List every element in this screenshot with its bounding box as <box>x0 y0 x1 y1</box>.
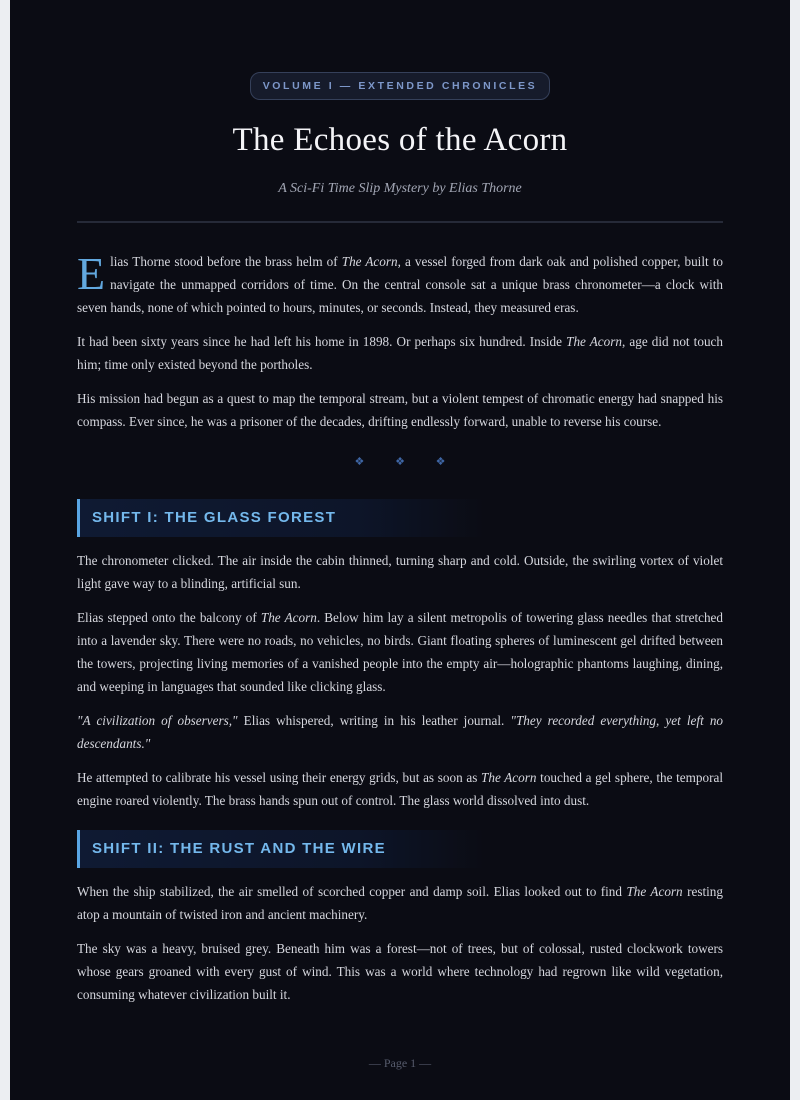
italic-text: The Acorn <box>626 884 683 899</box>
italic-text: The Acorn <box>481 770 537 785</box>
section-heading-shift-1: SHIFT I: THE GLASS FOREST <box>77 499 587 537</box>
section-2-paragraph-2: The sky was a heavy, bruised grey. Beneath him was a forest—not of trees, but of colossal, rusted clockwork towers whose gears groaned with every gust of wind. This was a world where technology had regrown like wild vegetation, consuming whatever civilization built it. <box>77 941 723 1002</box>
intro-paragraph-3: His mission had begun as a quest to map the temporal stream, but a violent tempest of chromatic energy had snapped his compass. Ever since, he was a prisoner of the decades, drifting endlessly forward, unable to reverse his course. <box>77 391 723 429</box>
document-page <box>10 0 790 1100</box>
italic-text: "They recorded everything, yet left no descendants." <box>77 713 724 751</box>
story-body <box>77 250 723 1017</box>
section-1-paragraph-1: The chronometer clicked. The air inside the cabin thinned, turning sharp and cold. Outside, the swirling vortex of violet light gave way to a blinding, artificial sun. <box>77 553 723 591</box>
intro-paragraph-1: Elias Thorne stood before the brass helm of The Acorn, a vessel forged from dark oak and polished copper, built to navigate the unmapped corridors of time. On the central console sat a unique brass chronometer—a clock with seven hands, none of which pointed to hours, minutes, or seconds. Instead, they measured eras. <box>77 248 723 315</box>
italic-text: The Acorn <box>566 334 622 349</box>
page-title: The Echoes of the Acorn <box>232 122 568 158</box>
section-1-paragraph-3: "A civilization of observers," Elias whispered, writing in his leather journal. "They recorded everything, yet left no descendants." <box>77 713 724 751</box>
section-1-paragraph-2: Elias stepped onto the balcony of The Acorn. Below him lay a silent metropolis of towering glass needles that stretched into a lavender sky. There were no roads, no vehicles, no birds. Giant floating spheres of luminescent gel drifted between the towers, projecting living memories of a vanished people into the empty air—holographic phantoms laughing, dining, and weeping in languages that sounded like clicking glass. <box>77 610 723 694</box>
page-number: — Page 1 — <box>368 1056 432 1070</box>
section-heading-shift-2: SHIFT II: THE RUST AND THE WIRE <box>77 830 587 868</box>
ornament-divider: ❖ ❖ ❖ <box>354 456 460 468</box>
page-subtitle: A Sci-Fi Time Slip Mystery by Elias Thorne <box>278 181 522 196</box>
drop-cap: E <box>77 248 106 299</box>
badge-row <box>77 72 723 100</box>
italic-text: The Acorn <box>341 254 398 269</box>
section-2-paragraph-1: When the ship stabilized, the air smelled of scorched copper and damp soil. Elias looked out to find The Acorn resting atop a mountain of twisted iron and ancient machinery. <box>77 884 723 922</box>
volume-badge: VOLUME I — EXTENDED CHRONICLES <box>250 72 551 100</box>
italic-text: The Acorn <box>260 610 317 625</box>
header-divider <box>77 221 723 223</box>
italic-text: "A civilization of observers," <box>77 713 238 728</box>
section-1-paragraph-4: He attempted to calibrate his vessel using their energy grids, but as soon as The Acorn touched a gel sphere, the temporal engine roared violently. The brass hands spun out of control. The glass world dissolved into dust. <box>77 770 723 808</box>
intro-paragraph-2: It had been sixty years since he had left his home in 1898. Or perhaps six hundred. Inside The Acorn, age did not touch him; time only existed beyond the portholes. <box>77 334 723 372</box>
